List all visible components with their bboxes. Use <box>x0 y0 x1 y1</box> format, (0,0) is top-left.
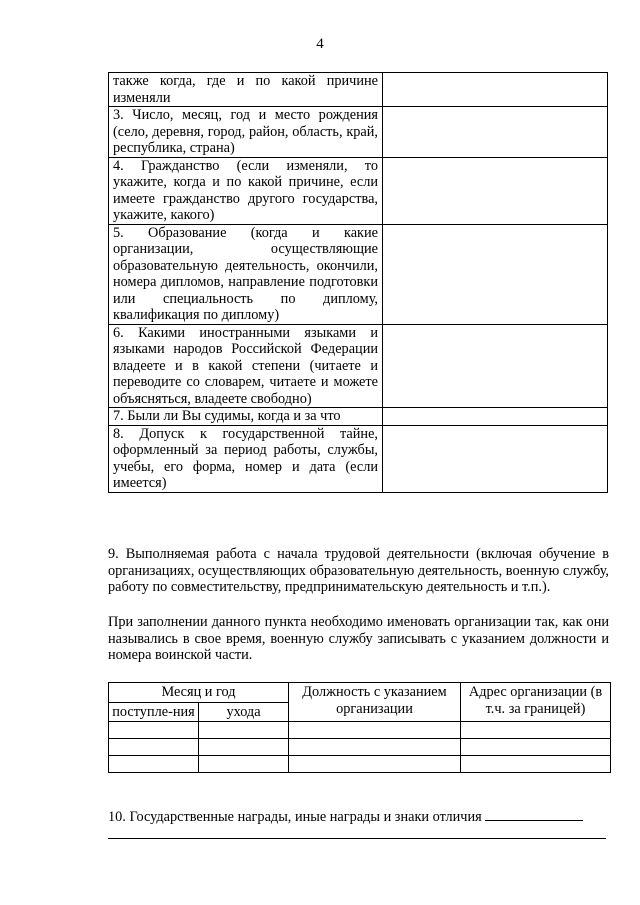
position-header: Должность с указанием организации <box>289 683 461 722</box>
work-row <box>109 722 611 739</box>
month-year-header: Месяц и год <box>109 683 289 703</box>
page-number: 4 <box>316 36 324 52</box>
work-header-row <box>109 683 611 703</box>
work-cell[interactable] <box>289 756 461 773</box>
question-row-q4 <box>109 157 608 224</box>
answer-cell[interactable] <box>383 324 608 408</box>
exit-header: ухода <box>199 702 289 722</box>
awards-fill-line-2[interactable] <box>108 838 606 839</box>
section-9-text: 9. Выполняемая работа с начала трудовой деятельности (включая обучение в организациях, осуществляющих образовательную деятельность, военную службу, работу по совместительству, предпринимательскую деятельность и т.п.). <box>108 546 609 595</box>
work-cell[interactable] <box>461 722 611 739</box>
question-row-q6 <box>109 324 608 408</box>
work-cell[interactable] <box>199 739 289 756</box>
question-text: 5. Образование (когда и какие организации, осуществляющие образовательную деятельность, окончили, номера дипломов, направление подготовки или специальность по диплому, квалификация по диплому) <box>109 224 383 324</box>
work-row <box>109 756 611 773</box>
question-text: 8. Допуск к государственной тайне, оформленный за период работы, службы, учебы, его форма, номер и дата (если имеется) <box>109 425 383 492</box>
question-text: 6. Какими иностранными языками и языками народов Российской Федерации владеете и в какой степени (читаете и переводите со словарем, читаете и можете объясняться, владеете свободно) <box>109 324 383 408</box>
work-history-table <box>108 682 611 773</box>
question-text: также когда, где и по какой причине изменяли <box>109 73 383 107</box>
question-row-cont <box>109 73 608 107</box>
work-cell[interactable] <box>289 722 461 739</box>
section-10-text: 10. Государственные награды, иные награды и знаки отличия <box>108 809 482 825</box>
address-header: Адрес организации (в т.ч. за границей) <box>461 683 611 722</box>
answer-cell[interactable] <box>383 157 608 224</box>
work-cell[interactable] <box>199 756 289 773</box>
question-row-q3 <box>109 107 608 158</box>
work-cell[interactable] <box>109 722 199 739</box>
answer-cell[interactable] <box>383 425 608 492</box>
question-text: 3. Число, месяц, год и место рождения (село, деревня, город, район, область, край, республика, страна) <box>109 107 383 158</box>
work-cell[interactable] <box>109 756 199 773</box>
entry-header: поступле-ния <box>109 702 199 722</box>
question-text: 7. Были ли Вы судимы, когда и за что <box>109 408 383 426</box>
questionnaire-table <box>108 72 608 493</box>
work-cell[interactable] <box>289 739 461 756</box>
question-row-q8 <box>109 425 608 492</box>
question-text: 4. Гражданство (если изменяли, то укажите, когда и по какой причине, если имеете гражданство другого государства, укажите, какого) <box>109 157 383 224</box>
work-cell[interactable] <box>461 756 611 773</box>
work-cell[interactable] <box>109 739 199 756</box>
answer-cell[interactable] <box>383 224 608 324</box>
section-10 <box>108 808 609 826</box>
awards-fill-line[interactable] <box>485 808 583 821</box>
answer-cell[interactable] <box>383 73 608 107</box>
answer-cell[interactable] <box>383 107 608 158</box>
work-cell[interactable] <box>199 722 289 739</box>
section-9-note: При заполнении данного пункта необходимо именовать организации так, как они назывались в свое время, военную службу записывать с указанием должности и номера воинской части. <box>108 614 609 663</box>
answer-cell[interactable] <box>383 408 608 426</box>
work-cell[interactable] <box>461 739 611 756</box>
question-row-q7 <box>109 408 608 426</box>
question-row-q5 <box>109 224 608 324</box>
work-row <box>109 739 611 756</box>
